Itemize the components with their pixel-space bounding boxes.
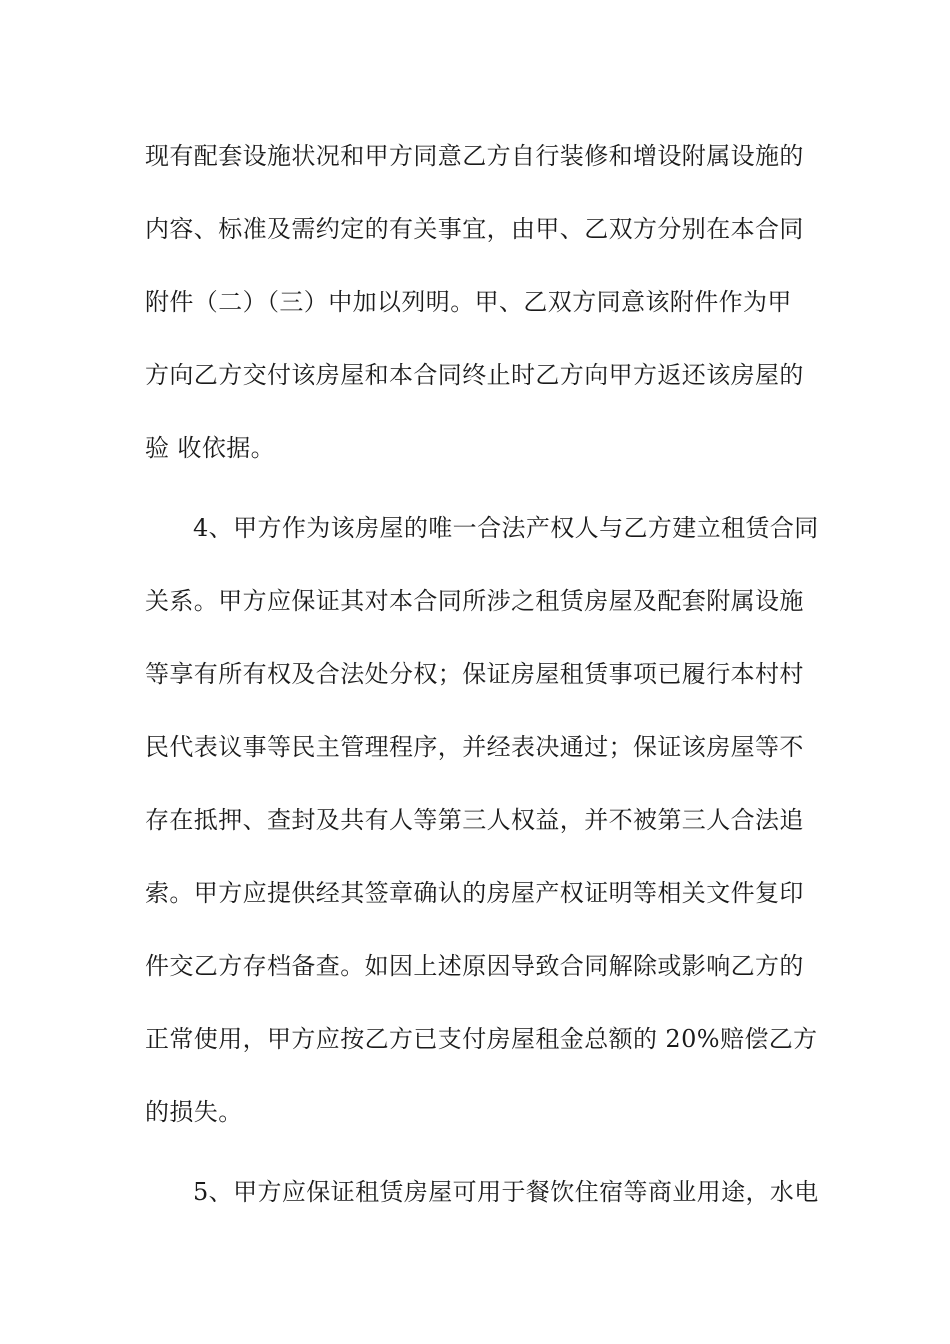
- paragraph-5-start: 5、甲方应保证租赁房屋可用于餐饮住宿等商业用途，水电: [193, 1178, 819, 1206]
- text-line: 等享有所有权及合法处分权；保证房屋租赁事项已履行本村村: [145, 660, 804, 688]
- paragraph-4-start: 4、甲方作为该房屋的唯一合法产权人与乙方建立租赁合同: [193, 514, 819, 542]
- text-line: 现有配套设施状况和甲方同意乙方自行装修和增设附属设施的: [145, 142, 804, 170]
- text-line: 内容、标准及需约定的有关事宜，由甲、乙双方分别在本合同: [145, 215, 804, 243]
- text-line: 方向乙方交付该房屋和本合同终止时乙方向甲方返还该房屋的: [145, 361, 804, 389]
- text-line: 正常使用，甲方应按乙方已支付房屋租金总额的 20%赔偿乙方: [145, 1025, 818, 1053]
- text-line: 件交乙方存档备查。如因上述原因导致合同解除或影响乙方的: [145, 952, 804, 980]
- text-line: 民代表议事等民主管理程序，并经表决通过；保证该房屋等不: [145, 733, 804, 761]
- text-line: 存在抵押、查封及共有人等第三人权益，并不被第三人合法追: [145, 806, 804, 834]
- text-line: 附件（二）（三）中加以列明。甲、乙双方同意该附件作为甲: [145, 288, 792, 316]
- text-line: 索。甲方应提供经其签章确认的房屋产权证明等相关文件复印: [145, 879, 804, 907]
- text-line: 关系。甲方应保证其对本合同所涉之租赁房屋及配套附属设施: [145, 587, 804, 615]
- text-line: 验 收依据。: [145, 434, 276, 462]
- text-line: 的损失。: [145, 1098, 243, 1126]
